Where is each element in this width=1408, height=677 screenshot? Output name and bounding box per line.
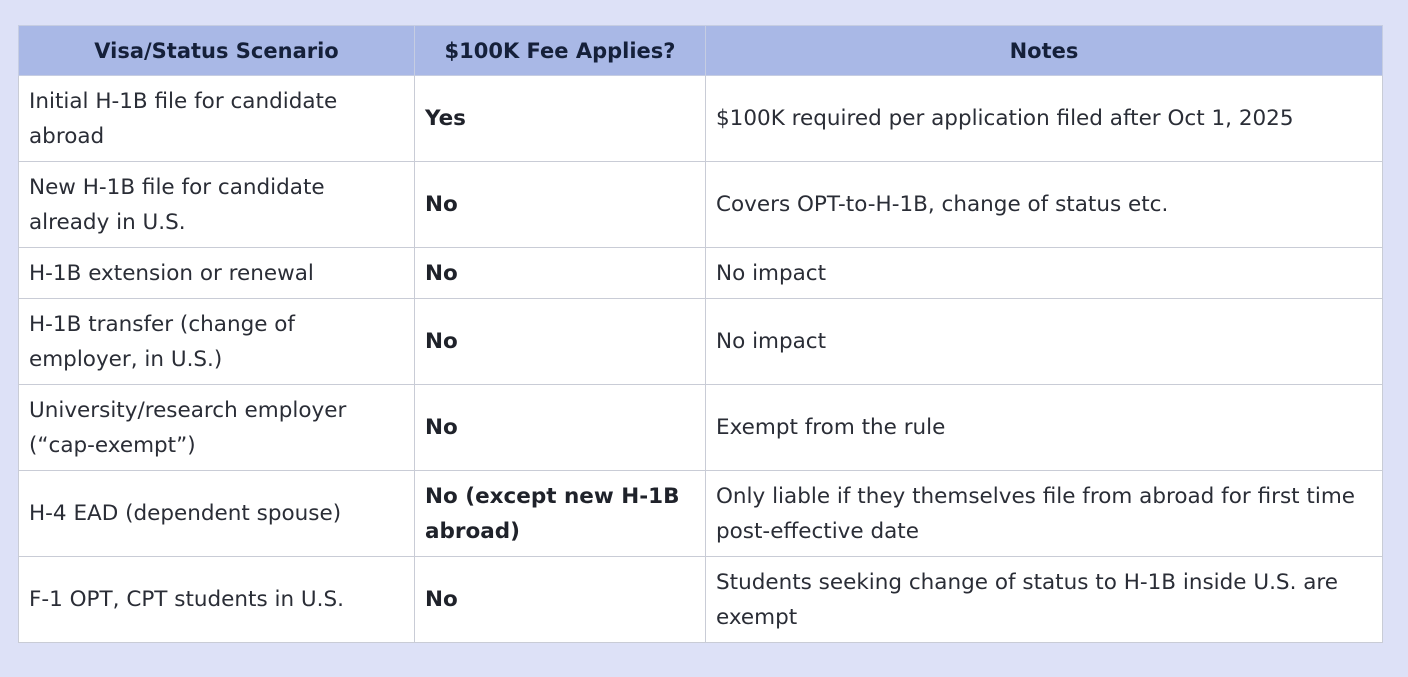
fee-table-container (18, 25, 1382, 643)
table-row (19, 162, 1383, 248)
fee-cell: No (415, 162, 706, 248)
table-header-row (19, 26, 1383, 76)
notes-cell: No impact (706, 299, 1383, 385)
fee-cell: No (415, 248, 706, 299)
table-row (19, 385, 1383, 471)
scenario-cell: New H-1B file for candidate already in U.S. (19, 162, 415, 248)
scenario-cell: University/research employer (“cap-exempt”) (19, 385, 415, 471)
scenario-cell: H-1B transfer (change of employer, in U.S.) (19, 299, 415, 385)
scenario-cell: F-1 OPT, CPT students in U.S. (19, 557, 415, 643)
fee-cell: Yes (415, 76, 706, 162)
notes-cell: Covers OPT-to-H-1B, change of status etc. (706, 162, 1383, 248)
scenario-cell: H-4 EAD (dependent spouse) (19, 471, 415, 557)
table-row (19, 471, 1383, 557)
notes-cell: Only liable if they themselves file from abroad for first time post-effective date (706, 471, 1383, 557)
scenario-cell: H-1B extension or renewal (19, 248, 415, 299)
notes-cell: Students seeking change of status to H-1B inside U.S. are exempt (706, 557, 1383, 643)
fee-table (18, 25, 1383, 643)
table-row (19, 248, 1383, 299)
fee-cell: No (415, 299, 706, 385)
table-row (19, 76, 1383, 162)
table-row (19, 299, 1383, 385)
notes-cell: Exempt from the rule (706, 385, 1383, 471)
notes-cell: $100K required per application filed after Oct 1, 2025 (706, 76, 1383, 162)
header-notes: Notes (706, 26, 1383, 76)
notes-cell: No impact (706, 248, 1383, 299)
scenario-cell: Initial H-1B file for candidate abroad (19, 76, 415, 162)
fee-cell: No (415, 385, 706, 471)
fee-cell: No (except new H-1B abroad) (415, 471, 706, 557)
header-scenario: Visa/Status Scenario (19, 26, 415, 76)
header-fee: $100K Fee Applies? (415, 26, 706, 76)
table-row (19, 557, 1383, 643)
fee-cell: No (415, 557, 706, 643)
